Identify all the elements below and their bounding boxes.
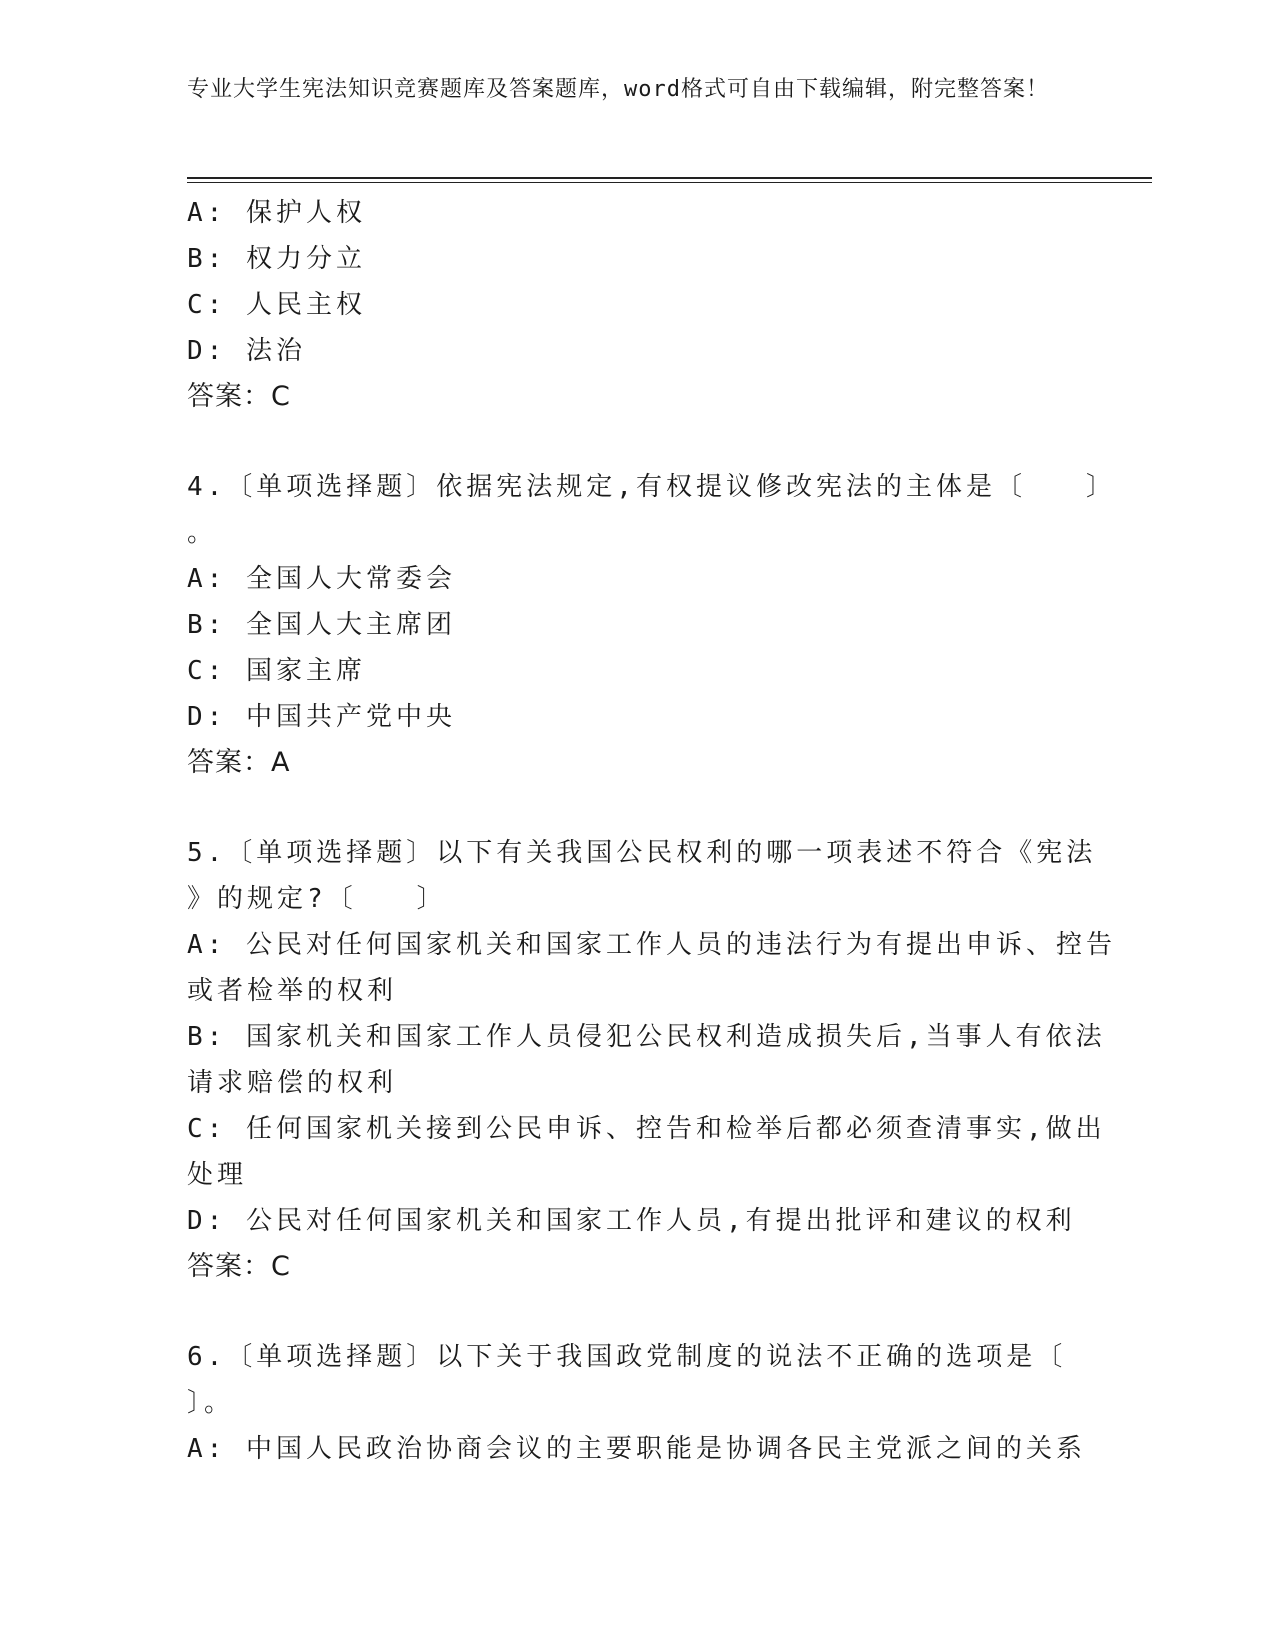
question-stem-continued: 。 <box>187 518 218 548</box>
question-5 <box>187 830 1116 1290</box>
question-stem: 5.〔单项选择题〕以下有关我国公民权利的哪一项表述不符合《宪法 <box>187 838 1097 868</box>
question-stem-continued: 》的规定?〔 〕 <box>187 884 447 914</box>
option-d: D: 公民对任何国家机关和国家工作人员,有提出批评和建议的权利 <box>187 1206 1076 1236</box>
spacer <box>187 786 1067 830</box>
question-stem-continued: 〕。 <box>187 1388 235 1418</box>
option-a: A: 全国人大常委会 <box>187 564 456 594</box>
spacer <box>187 1290 1067 1334</box>
question-stem: 6.〔单项选择题〕以下关于我国政党制度的说法不正确的选项是〔 <box>187 1342 1067 1372</box>
option-a-continued: 或者检举的权利 <box>187 976 398 1006</box>
question-stem: 4.〔单项选择题〕依据宪法规定,有权提议修改宪法的主体是〔 〕 <box>187 472 1116 502</box>
option-b: B: 全国人大主席团 <box>187 610 456 640</box>
question-3-tail <box>187 190 1067 420</box>
option-c: C: 任何国家机关接到公民申诉、控告和检举后都必须查清事实,做出 <box>187 1114 1106 1144</box>
answer-line: 答案：A <box>187 747 291 778</box>
option-c-continued: 处理 <box>187 1160 248 1190</box>
option-a: A: 保护人权 <box>187 198 366 228</box>
option-a: A: 公民对任何国家机关和国家工作人员的违法行为有提出申诉、控告 <box>187 930 1116 960</box>
spacer <box>187 420 1067 464</box>
question-6 <box>187 1334 1086 1472</box>
option-d: D: 中国共产党中央 <box>187 702 456 732</box>
answer-line: 答案：C <box>187 381 291 412</box>
option-b: B: 权力分立 <box>187 244 366 274</box>
option-d: D: 法治 <box>187 336 306 366</box>
option-a: A: 中国人民政治协商会议的主要职能是协调各民主党派之间的关系 <box>187 1434 1086 1464</box>
question-content <box>187 190 1116 1472</box>
option-b-continued: 请求赔偿的权利 <box>187 1068 398 1098</box>
header-divider-thin <box>187 182 1152 183</box>
option-c: C: 国家主席 <box>187 656 366 686</box>
question-4 <box>187 464 1116 786</box>
header-divider-thick <box>187 177 1152 179</box>
option-c: C: 人民主权 <box>187 290 366 320</box>
document-header: 专业大学生宪法知识竞赛题库及答案题库，word格式可自由下载编辑，附完整答案！ <box>187 77 1049 102</box>
answer-line: 答案：C <box>187 1251 291 1282</box>
option-b: B: 国家机关和国家工作人员侵犯公民权利造成损失后,当事人有依法 <box>187 1022 1106 1052</box>
